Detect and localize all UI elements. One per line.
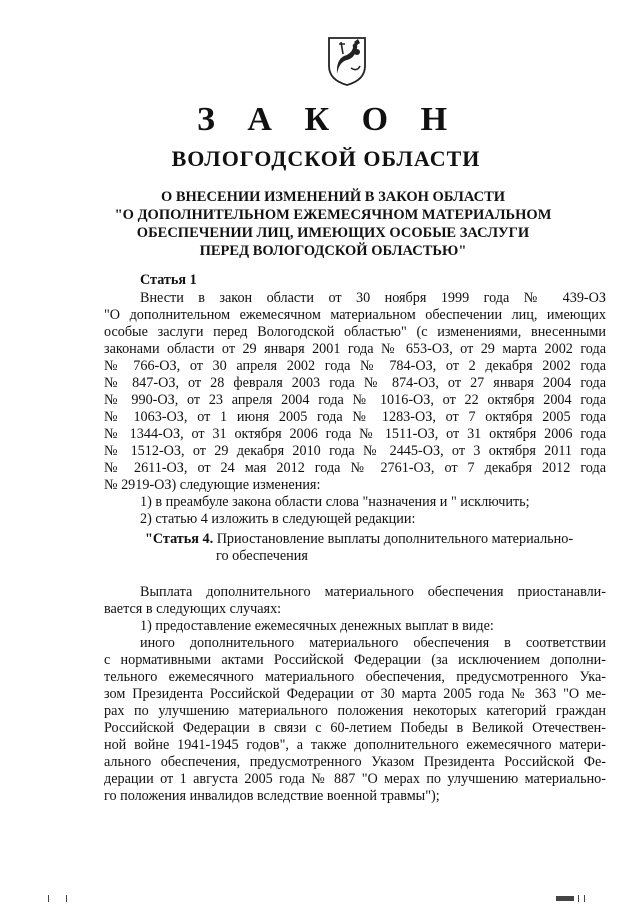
text-line: вается в следующих случаях: <box>104 601 282 617</box>
scan-mark <box>556 896 574 901</box>
scan-marks <box>0 893 640 905</box>
scan-mark <box>66 895 67 902</box>
text-line: иного дополнительного материального обеспечения в соответствии <box>140 635 606 651</box>
text-line: законами области от 29 января 2001 года № 653-ОЗ, от 29 марта 2002 года <box>104 341 606 357</box>
law-subtitle <box>0 188 640 260</box>
text-line: № 1344-ОЗ, от 31 октября 2006 года № 1511-ОЗ, от 31 октября 2006 года <box>104 426 606 442</box>
text-line: рах по улучшению материального положения некоторых категорий граждан <box>104 703 606 719</box>
scan-mark <box>578 895 579 902</box>
text-line: Российской Федерации в связи с 60-летием Победы в Великой Отечествен- <box>104 720 606 736</box>
text-line: "О дополнительном ежемесячном материальном обеспечении лиц, имеющих <box>104 307 606 323</box>
text-line: № 1512-ОЗ, от 29 декабря 2010 года № 2445-ОЗ, от 3 октября 2011 года <box>104 443 606 459</box>
text-line: № 847-ОЗ, от 28 февраля 2003 года № 874-ОЗ, от 27 января 2004 года <box>104 375 606 391</box>
text-line: № 766-ОЗ, от 30 апреля 2002 года № 784-ОЗ, от 2 декабря 2002 года <box>104 358 606 374</box>
subtitle-line: "О ДОПОЛНИТЕЛЬНОМ ЕЖЕМЕСЯЧНОМ МАТЕРИАЛЬНОМ <box>114 207 552 223</box>
subtitle-line: ОБЕСПЕЧЕНИИ ЛИЦ, ИМЕЮЩИХ ОСОБЫЕ ЗАСЛУГИ <box>136 225 530 241</box>
article-4-heading <box>145 531 573 548</box>
text-line: № 990-ОЗ, от 23 апреля 2004 года № 1016-ОЗ, от 22 октября 2004 года <box>104 392 606 408</box>
article-4-title: Приостановление выплаты дополнительного материально- <box>213 531 574 547</box>
coat-of-arms-icon <box>327 36 367 86</box>
text-line: особые заслуги перед Вологодской областью" (с изменениями, внесенными <box>104 324 606 340</box>
subtitle-line: ПЕРЕД ВОЛОГОДСКОЙ ОБЛАСТЬЮ" <box>199 243 467 259</box>
text-line: № 2611-ОЗ, от 24 мая 2012 года № 2761-ОЗ, от 7 декабря 2012 года <box>104 460 606 476</box>
text-line: ной войне 1941-1945 годов", а также дополнительного ежемесячного матери- <box>104 737 606 753</box>
text-line: ального обеспечения, предусмотренного Указом Президента Российской Фе- <box>104 754 606 770</box>
region-title: ВОЛОГОДСКОЙ ОБЛАСТИ <box>171 146 481 171</box>
subtitle-line: О ВНЕСЕНИИ ИЗМЕНЕНИЙ В ЗАКОН ОБЛАСТИ <box>160 189 506 205</box>
text-line: дерации от 1 августа 2005 года № 887 "О мерах по улучшению материально- <box>104 771 606 787</box>
text-line: Выплата дополнительного материального обеспечения приостанавли- <box>140 584 606 600</box>
list-item: 1) в преамбуле закона области слова "назначения и " исключить; <box>140 494 530 510</box>
text-line: с нормативными актами Российской Федерации (за исключением дополни- <box>104 652 606 668</box>
article-4-label: "Статья 4. <box>145 531 214 547</box>
text-line: № 2919-ОЗ) следующие изменения: <box>104 477 321 493</box>
scan-mark <box>584 895 585 902</box>
list-item: 2) статью 4 изложить в следующей редакции: <box>140 511 416 527</box>
article-4-title-cont: го обеспечения <box>216 548 308 564</box>
list-item: 1) предоставление ежемесячных денежных выплат в виде: <box>140 618 494 634</box>
text-line: тельного ежемесячного материального обеспечения, предусмотренного Ука- <box>104 669 606 685</box>
text-line: № 1063-ОЗ, от 1 июня 2005 года № 1283-ОЗ, от 7 октября 2005 года <box>104 409 606 425</box>
text-line: Внести в закон области от 30 ноября 1999 года № 439-ОЗ <box>140 290 606 306</box>
text-line: го положения инвалидов вследствие военной травмы"); <box>104 788 440 804</box>
document-type-title: З А К О Н <box>196 101 460 138</box>
scan-mark <box>48 895 49 902</box>
text-line: зом Президента Российской Федерации от 30 марта 2005 года № 363 "О ме- <box>104 686 606 702</box>
article-heading: Статья 1 <box>140 272 197 288</box>
